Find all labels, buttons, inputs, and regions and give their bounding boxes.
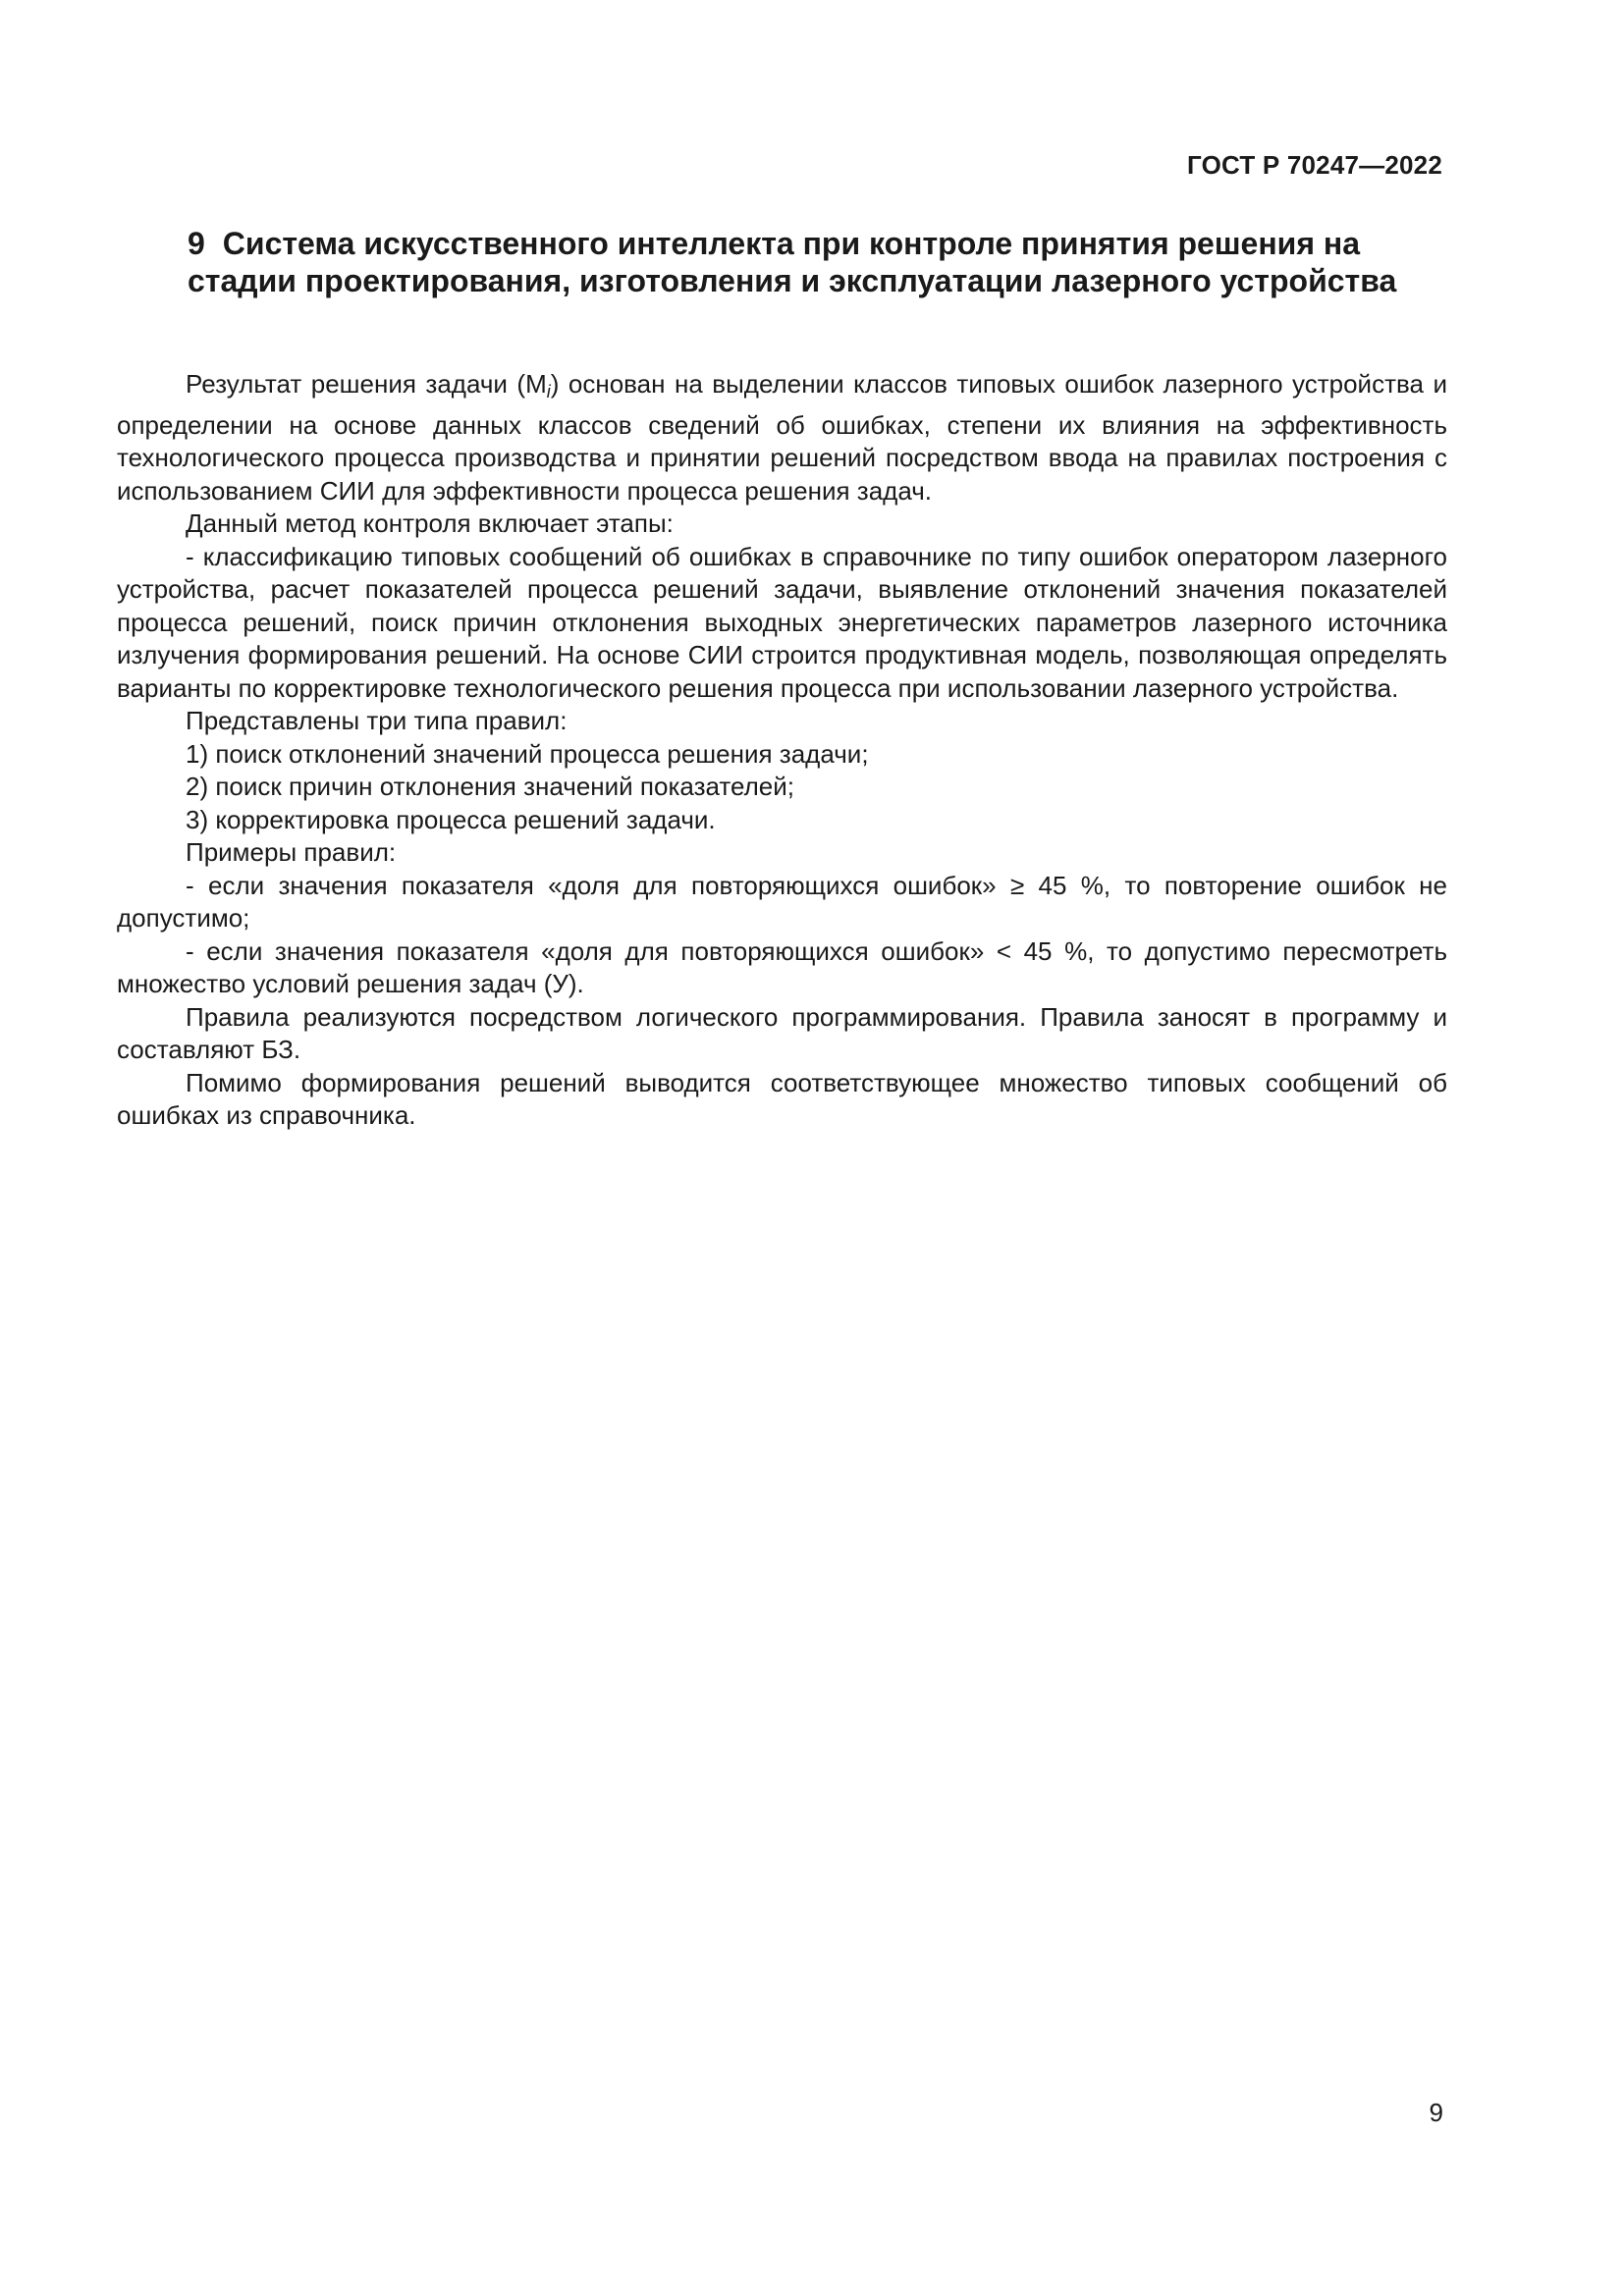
- list-item-example-1: - если значения показателя «доля для повторяющихся ошибок» ≥ 45 %, то повторение ошибок не допустимо;: [117, 870, 1447, 933]
- paragraph-rule-types: Представлены три типа правил:: [186, 706, 568, 735]
- list-item-rule-2: 2) поиск причин отклонения значений показателей;: [186, 772, 794, 801]
- paragraph-logic-programming: Правила реализуются посредством логического программирования. Правила заносят в программу и составляют БЗ.: [117, 1001, 1447, 1064]
- list-item-example-2: - если значения показателя «доля для повторяющихся ошибок» < 45 %, то допустимо пересмотреть множество условий решения задач (У).: [117, 935, 1447, 998]
- paragraph-classification: - классификацию типовых сообщений об ошибках в справочнике по типу ошибок оператором лазерного устройства, расчет показателей процесса решений задачи, выявление отклонений значения показателей процесса решений, поиск причин отклонения выходных энергетических параметров лазерного источника излучения формирования решений. На основе СИИ строится продуктивная модель, позволяющая определять варианты по корректировке технологического решения процесса при использовании лазерного устройства.: [117, 541, 1447, 703]
- document-code: ГОСТ Р 70247—2022: [1187, 150, 1442, 180]
- paragraph-rule-examples: Примеры правил:: [186, 837, 397, 867]
- page-number: 9: [1429, 2098, 1443, 2127]
- paragraph-result: Результат решения задачи (Mi) основан на выделении классов типовых ошибок лазерного устройства и определении на основе данных классов сведений об ошибках, степени их влияния на эффективность технологического процесса производства и принятии решений посредством ввода на правилах построения с использованием СИИ для эффективности процесса решения задач.: [117, 369, 1447, 506]
- paragraph-error-messages: Помимо формирования решений выводится соответствующее множество типовых сообщений об ошибках из справочника.: [117, 1067, 1447, 1130]
- subscript-i: i: [546, 382, 551, 401]
- section-number: 9: [188, 226, 205, 261]
- body-text: [117, 368, 1447, 1133]
- section-title: Система искусственного интеллекта при контроле принятия решения на стадии проектирования, изготовления и эксплуатации лазерного устройства: [188, 226, 1397, 298]
- list-item-rule-1: 1) поиск отклонений значений процесса решения задачи;: [186, 738, 869, 769]
- list-item-rule-3: 3) корректировка процесса решений задачи.: [186, 804, 716, 834]
- section-heading: [188, 225, 1405, 299]
- paragraph-method-stages: Данный метод контроля включает этапы:: [186, 508, 674, 538]
